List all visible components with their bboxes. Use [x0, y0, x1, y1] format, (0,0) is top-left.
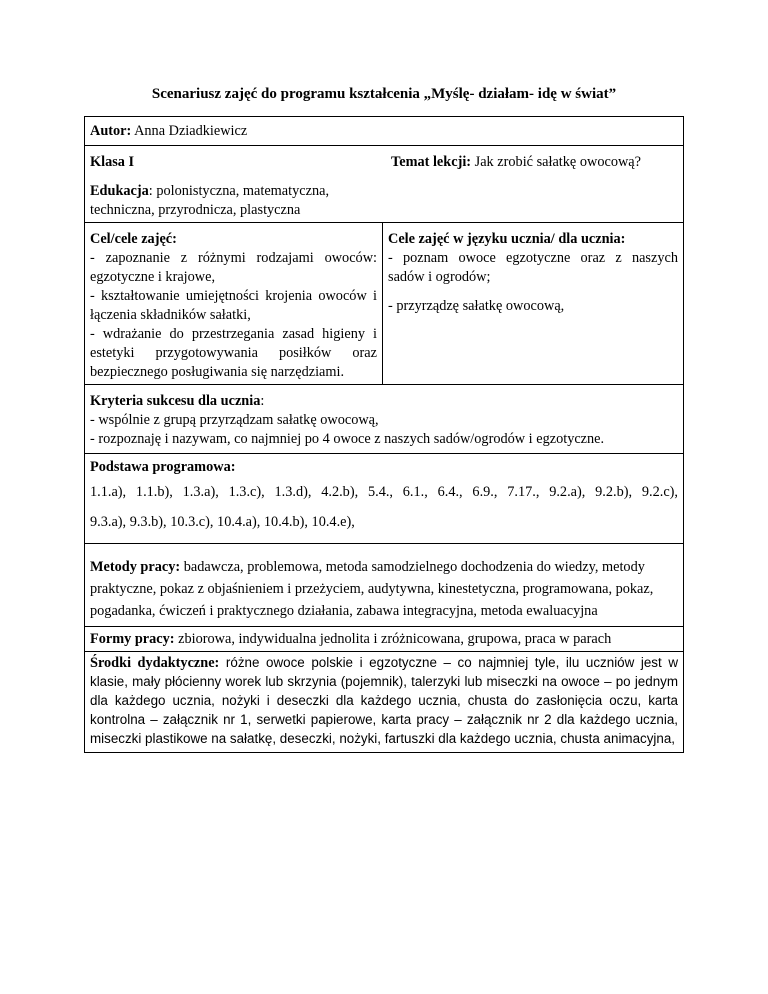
criteria-item: - wspólnie z grupą przyrządzam sałatkę owocową,: [90, 412, 379, 428]
goal-item: - wdrażanie do przestrzegania zasad higieny i estetyki przygotowywania posiłków oraz bezpiecznego posługiwania się narzędziami.: [90, 326, 377, 380]
criteria-label: Kryteria sukcesu dla ucznia: [90, 393, 261, 409]
topic-value: Jak zrobić sałatkę owocową?: [471, 154, 641, 170]
forms-label: Formy pracy:: [90, 631, 175, 647]
aids-text: [90, 654, 678, 749]
education-label: Edukacja: [90, 183, 149, 199]
aids-label: Środki dydaktyczne:: [90, 655, 220, 671]
criteria-item: - rozpoznaję i nazywam, co najmniej po 4 owoce z naszych sadów/ogrodów i egzotyczne.: [90, 431, 605, 447]
education-value: : polonistyczna, matematyczna, techniczna, przyrodnicza, plastyczna: [90, 183, 330, 218]
goals-row: [85, 222, 683, 384]
forms-value: zbiorowa, indywidualna jednolita i zróżnicowana, grupowa, praca w parach: [174, 631, 612, 647]
goals-cell: [85, 223, 383, 384]
page-title: Scenariusz zajęć do programu kształcenia „Myślę- działam- idę w świat”: [151, 86, 617, 102]
basis-row: [85, 453, 683, 543]
class-topic-row: [85, 145, 683, 222]
author-row: [85, 117, 683, 145]
topic-cell: [383, 146, 683, 222]
student-goal-item: - przyrządzę sałatkę owocową,: [388, 298, 565, 314]
topic-label: Temat lekcji:: [391, 154, 472, 170]
lesson-table: [84, 116, 684, 753]
class-label: Klasa I: [90, 154, 135, 170]
criteria-colon: :: [260, 393, 265, 409]
topic-text: [391, 150, 678, 172]
methods-label: Metody pracy:: [90, 559, 181, 575]
basis-label: Podstawa programowa:: [90, 459, 236, 475]
aids-row: [85, 651, 683, 752]
methods-value: badawcza, problemowa, metoda samodzielnego dochodzenia do wiedzy, metody praktyczne, pokaz z objaśnieniem i przeżyciem, audytywna, kinestetyczna, programowana, pokaz, pogadanka, ćwiczeń i praktycznego działania, zabawa integracyjna, metoda ewaluacyjna: [90, 559, 654, 619]
forms-text: [90, 630, 678, 649]
author-label: Autor:: [90, 123, 132, 139]
basis-line: 9.3.a), 9.3.b), 10.3.c), 10.4.a), 10.4.b), 10.4.e),: [90, 514, 355, 530]
criteria-row: [85, 384, 683, 453]
methods-text: [90, 556, 678, 622]
goal-item: - kształtowanie umiejętności krojenia owoców i łączenia składników sałatki,: [90, 288, 377, 323]
criteria-heading: [90, 392, 678, 411]
goals-label: Cel/cele zajęć:: [90, 231, 177, 247]
goal-item: - zapoznanie z różnymi rodzajami owoców: egzotyczne i krajowe,: [90, 250, 377, 285]
class-cell: [85, 146, 383, 222]
student-goal-item: - poznam owoce egzotyczne oraz z naszych sadów i ogrodów;: [388, 250, 678, 285]
methods-row: [85, 543, 683, 626]
aids-value: różne owoce polskie i egzotyczne – co najmniej tyle, ilu uczniów jest w klasie, mały płócienny worek lub skrzynia (pojemnik), talerzyki lub miseczki na owoce – po jednym dla każdego ucznia, nożyki i deseczki dla każdego ucznia, chusta do zasłonięcia oczu, karta kontrolna – załącznik nr 1, serwetki papierowe, karta pracy – załącznik nr 2 dla każdego ucznia, miseczki plastikowe na sałatkę, deseczki, nożyki, fartuszki dla każdego ucznia, chusta animacyjna,: [90, 655, 678, 746]
student-goals-label: Cele zajęć w języku ucznia/ dla ucznia:: [388, 231, 626, 247]
education-text: [90, 182, 378, 220]
student-goals-cell: [383, 223, 683, 384]
forms-row: [85, 626, 683, 651]
basis-line: 1.1.a), 1.1.b), 1.3.a), 1.3.c), 1.3.d), 4.2.b), 5.4., 6.1., 6.4., 6.9., 7.17., 9.2.a), 9.2.b), 9.2.c),: [90, 484, 678, 500]
author-value: Anna Dziadkiewicz: [131, 123, 248, 139]
